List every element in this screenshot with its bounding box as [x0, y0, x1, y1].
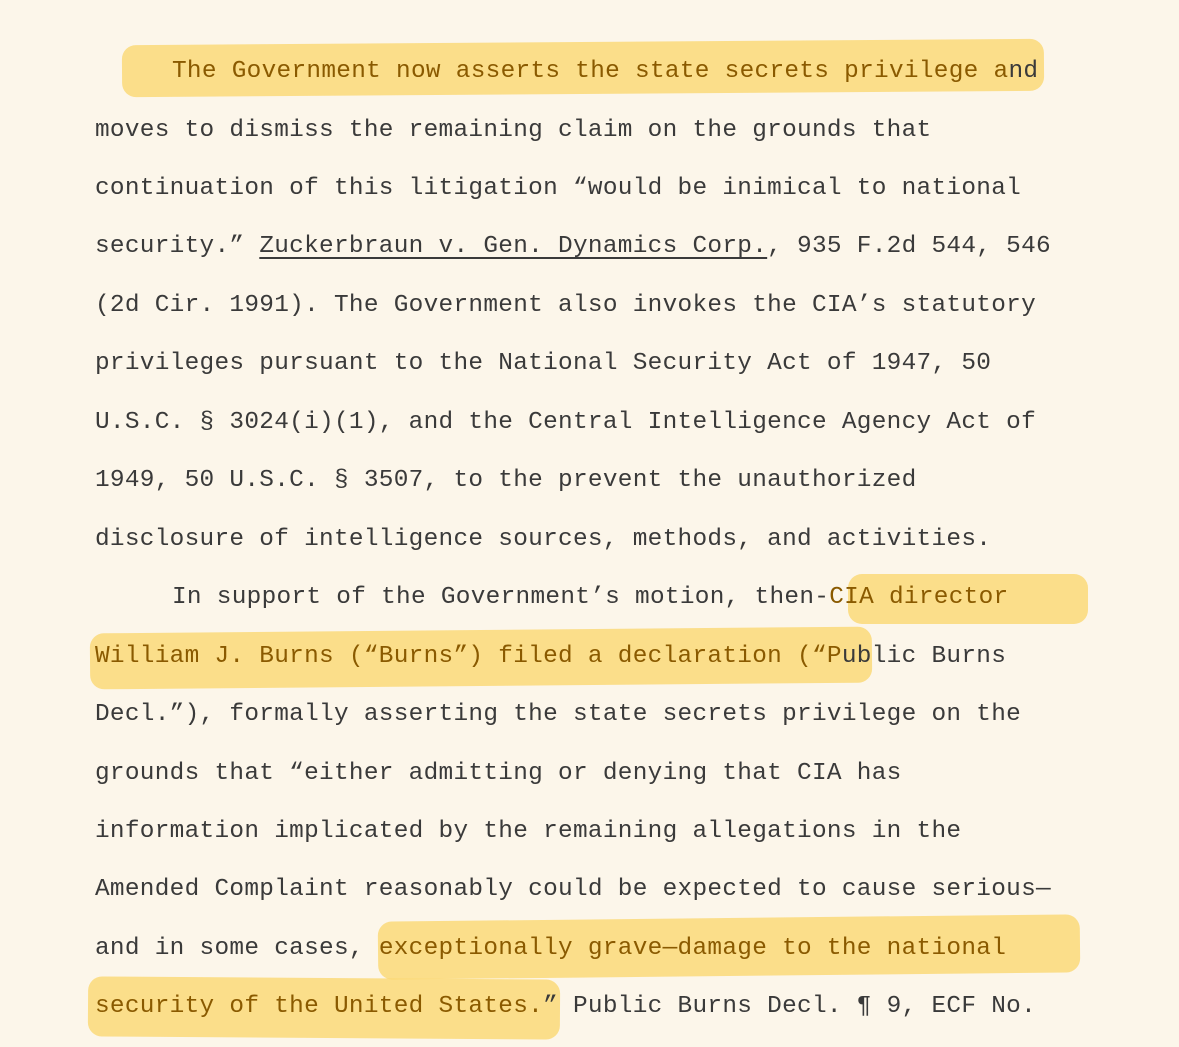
text-line — [95, 929, 1006, 969]
text-line: (2d Cir. 1991). The Government also invokes the CIA’s statutory — [95, 292, 1037, 319]
text-line: moves to dismiss the remaining claim on the grounds that — [95, 117, 932, 144]
text-line: Amended Complaint reasonably could be expected to cause serious— — [95, 876, 1051, 903]
case-citation: Zuckerbraun v. Gen. Dynamics Corp. — [259, 233, 768, 260]
text-line: U.S.C. § 3024(i)(1), and the Central Intelligence Agency Act of — [95, 409, 1037, 436]
highlighted-text: CIA director — [829, 584, 1009, 611]
text-span: and in some cases, — [95, 935, 379, 962]
highlighted-text: security of the United States. — [95, 993, 544, 1020]
text-line: disclosure of intelligence sources, methods, and activities. — [95, 526, 992, 553]
text-line: privileges pursuant to the National Security Act of 1947, 50 — [95, 350, 992, 377]
highlighted-text: The Government now asserts the state secrets privilege a — [172, 58, 1009, 85]
text-span: ublic Burns — [841, 643, 1007, 670]
text-line: continuation of this litigation “would be inimical to national — [95, 175, 1022, 202]
text-line: information implicated by the remaining allegations in the — [95, 818, 962, 845]
text-line: grounds that “either admitting or denying that CIA has — [95, 760, 902, 787]
text-line — [95, 987, 1036, 1027]
text-line — [95, 637, 1006, 677]
text-span: nd — [1008, 58, 1039, 85]
text-line: Decl.”), formally asserting the state secrets privilege on the — [95, 701, 1022, 728]
text-line: 1949, 50 U.S.C. § 3507, to the prevent the unauthorized — [95, 467, 917, 494]
text-line — [172, 578, 1008, 618]
highlighted-text: William J. Burns (“Burns”) filed a declaration (“P — [95, 643, 842, 670]
text-span: In support of the Government’s motion, then- — [172, 584, 830, 611]
text-line — [95, 227, 1051, 267]
text-span: security.” — [95, 233, 260, 260]
text-line — [172, 52, 1038, 92]
text-span: , 935 F.2d 544, 546 — [767, 233, 1051, 260]
text-span: ” Public Burns Decl. ¶ 9, ECF No. — [543, 993, 1037, 1020]
highlighted-text: exceptionally grave—damage to the national — [378, 935, 1007, 962]
